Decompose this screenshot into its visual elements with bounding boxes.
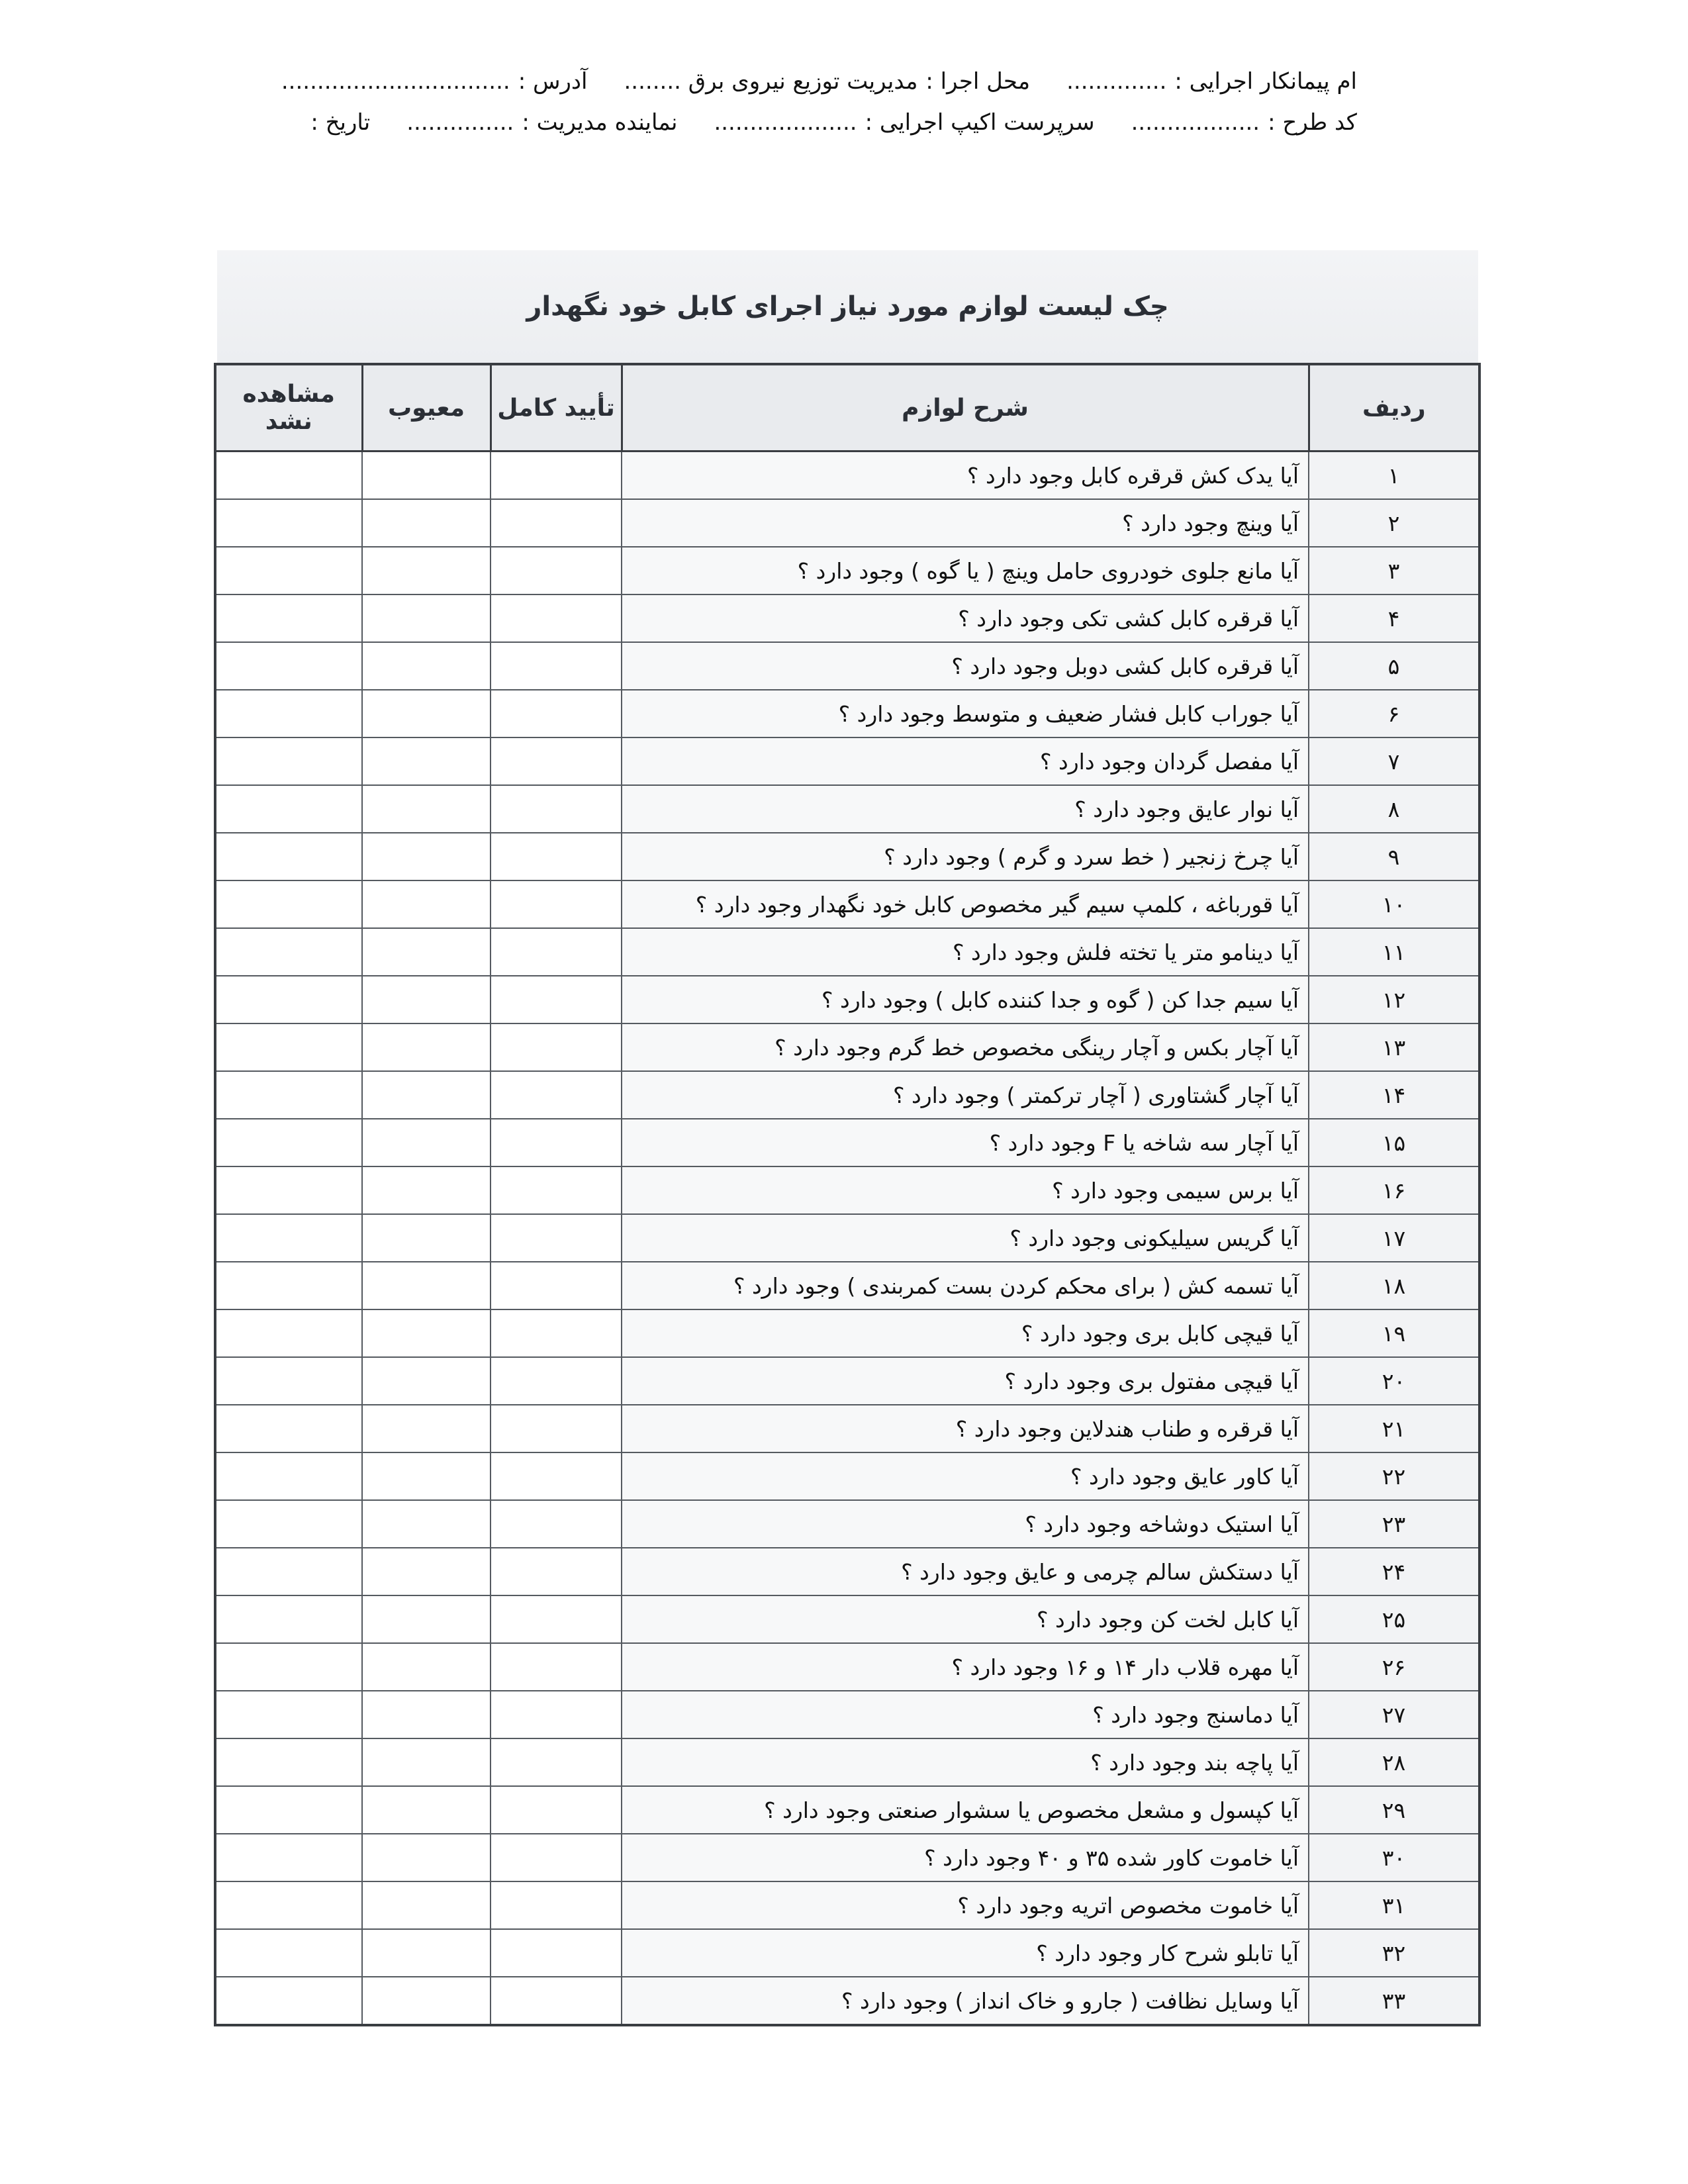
table-row	[215, 1929, 1479, 1977]
defective-check-cell[interactable]	[362, 547, 491, 594]
table-row	[215, 1786, 1479, 1834]
defective-check-cell[interactable]	[362, 1786, 491, 1834]
not-observed-check-cell[interactable]	[215, 1691, 362, 1738]
item-description: آیا دماسنج وجود دارد ؟	[622, 1691, 1309, 1738]
table-row	[215, 1166, 1479, 1214]
not-observed-check-cell[interactable]	[215, 880, 362, 928]
not-observed-check-cell[interactable]	[215, 928, 362, 976]
defective-check-cell[interactable]	[362, 642, 491, 690]
confirmed-check-cell[interactable]	[491, 1595, 622, 1643]
confirmed-check-cell[interactable]	[491, 1023, 622, 1071]
table-row	[215, 1214, 1479, 1262]
item-description: آیا چرخ زنجیر ( خط سرد و گرم ) وجود دارد ؟	[622, 833, 1309, 880]
not-observed-check-cell[interactable]	[215, 547, 362, 594]
row-number: ۱۳	[1309, 1023, 1479, 1071]
not-observed-check-cell[interactable]	[215, 1023, 362, 1071]
confirmed-check-cell[interactable]	[491, 1691, 622, 1738]
confirmed-check-cell[interactable]	[491, 1548, 622, 1595]
address-value[interactable]: ................................	[281, 68, 510, 95]
defective-check-cell[interactable]	[362, 737, 491, 785]
row-number: ۸	[1309, 785, 1479, 833]
defective-check-cell[interactable]	[362, 690, 491, 737]
row-number: ۱۷	[1309, 1214, 1479, 1262]
confirmed-check-cell[interactable]	[491, 1929, 622, 1977]
table-row	[215, 737, 1479, 785]
header-not-observed: مشاهده نشد	[215, 364, 362, 451]
not-observed-check-cell[interactable]	[215, 1500, 362, 1548]
title-band	[217, 250, 1478, 363]
table-row	[215, 642, 1479, 690]
defective-check-cell[interactable]	[362, 1834, 491, 1881]
defective-check-cell[interactable]	[362, 1023, 491, 1071]
not-observed-check-cell[interactable]	[215, 1309, 362, 1357]
confirmed-check-cell[interactable]	[491, 1500, 622, 1548]
item-description: آیا خاموت کاور شده ۳۵ و ۴۰ وجود دارد ؟	[622, 1834, 1309, 1881]
plan-code-label: کد طرح :	[1268, 109, 1357, 136]
table-header-row	[215, 364, 1479, 451]
not-observed-check-cell[interactable]	[215, 1643, 362, 1691]
defective-check-cell[interactable]	[362, 1357, 491, 1405]
row-number: ۲۷	[1309, 1691, 1479, 1738]
item-description: آیا دینامو متر یا تخته فلش وجود دارد ؟	[622, 928, 1309, 976]
table-row	[215, 1691, 1479, 1738]
confirmed-check-cell[interactable]	[491, 1881, 622, 1929]
table-row	[215, 1881, 1479, 1929]
table-row	[215, 594, 1479, 642]
row-number: ۲۱	[1309, 1405, 1479, 1452]
date-field[interactable]	[303, 102, 370, 143]
checklist-body	[215, 451, 1479, 2026]
not-observed-check-cell[interactable]	[215, 1452, 362, 1500]
item-description: آیا پاچه بند وجود دارد ؟	[622, 1738, 1309, 1786]
table-row	[215, 1405, 1479, 1452]
item-description: آیا گریس سیلیکونی وجود دارد ؟	[622, 1214, 1309, 1262]
form-header	[281, 61, 1357, 143]
table-row	[215, 785, 1479, 833]
item-description: آیا نوار عایق وجود دارد ؟	[622, 785, 1309, 833]
defective-check-cell[interactable]	[362, 1881, 491, 1929]
item-description: آیا قورباغه ، کلمپ سیم گیر مخصوص کابل خود نگهدار وجود دارد ؟	[622, 880, 1309, 928]
table-row	[215, 880, 1479, 928]
row-number: ۳۱	[1309, 1881, 1479, 1929]
defective-check-cell[interactable]	[362, 928, 491, 976]
management-rep-field[interactable]	[406, 102, 677, 143]
confirmed-check-cell[interactable]	[491, 594, 622, 642]
confirmed-check-cell[interactable]	[491, 1119, 622, 1166]
item-description: آیا کپسول و مشعل مخصوص یا سشوار صنعتی وجود دارد ؟	[622, 1786, 1309, 1834]
row-number: ۳۲	[1309, 1929, 1479, 1977]
not-observed-check-cell[interactable]	[215, 1929, 362, 1977]
defective-check-cell[interactable]	[362, 1166, 491, 1214]
row-number: ۹	[1309, 833, 1479, 880]
not-observed-check-cell[interactable]	[215, 1834, 362, 1881]
location-field[interactable]	[624, 61, 1030, 102]
table-row	[215, 1357, 1479, 1405]
header-row-number: ردیف	[1309, 364, 1479, 451]
item-description: آیا مفصل گردان وجود دارد ؟	[622, 737, 1309, 785]
address-label: آدرس :	[518, 68, 588, 95]
item-description: آیا قرقره کابل کشی دوبل وجود دارد ؟	[622, 642, 1309, 690]
item-description: آیا آچار سه شاخه یا F وجود دارد ؟	[622, 1119, 1309, 1166]
row-number: ۲۴	[1309, 1548, 1479, 1595]
confirmed-check-cell[interactable]	[491, 499, 622, 547]
defective-check-cell[interactable]	[362, 499, 491, 547]
defective-check-cell[interactable]	[362, 1214, 491, 1262]
table-row	[215, 1071, 1479, 1119]
not-observed-check-cell[interactable]	[215, 1214, 362, 1262]
confirmed-check-cell[interactable]	[491, 642, 622, 690]
table-row	[215, 1738, 1479, 1786]
defective-check-cell[interactable]	[362, 594, 491, 642]
table-row	[215, 499, 1479, 547]
plan-code-value[interactable]: ..................	[1131, 109, 1260, 136]
table-row	[215, 547, 1479, 594]
row-number: ۱۶	[1309, 1166, 1479, 1214]
not-observed-check-cell[interactable]	[215, 1119, 362, 1166]
row-number: ۱۵	[1309, 1119, 1479, 1166]
defective-check-cell[interactable]	[362, 833, 491, 880]
confirmed-check-cell[interactable]	[491, 928, 622, 976]
confirmed-check-cell[interactable]	[491, 547, 622, 594]
item-description: آیا استیک دوشاخه وجود دارد ؟	[622, 1500, 1309, 1548]
defective-check-cell[interactable]	[362, 1071, 491, 1119]
table-row	[215, 1548, 1479, 1595]
confirmed-check-cell[interactable]	[491, 1786, 622, 1834]
defective-check-cell[interactable]	[362, 1929, 491, 1977]
row-number: ۱۰	[1309, 880, 1479, 928]
header-confirmed: تأیید کامل	[491, 364, 622, 451]
confirmed-check-cell[interactable]	[491, 737, 622, 785]
table-row	[215, 1643, 1479, 1691]
confirmed-check-cell[interactable]	[491, 1643, 622, 1691]
confirmed-check-cell[interactable]	[491, 1738, 622, 1786]
item-description: آیا جوراب کابل فشار ضعیف و متوسط وجود دارد ؟	[622, 690, 1309, 737]
item-description: آیا تسمه کش ( برای محکم کردن بست کمربندی ) وجود دارد ؟	[622, 1262, 1309, 1309]
row-number: ۳۳	[1309, 1977, 1479, 2025]
management-rep-label: نماینده مدیریت :	[522, 109, 678, 136]
header-line-1	[281, 61, 1357, 102]
checklist-table	[214, 363, 1481, 2026]
row-number: ۲۳	[1309, 1500, 1479, 1548]
row-number: ۱	[1309, 451, 1479, 500]
table-row	[215, 1977, 1479, 2025]
confirmed-check-cell[interactable]	[491, 1166, 622, 1214]
not-observed-check-cell[interactable]	[215, 785, 362, 833]
table-row	[215, 976, 1479, 1023]
table-row	[215, 1500, 1479, 1548]
not-observed-check-cell[interactable]	[215, 976, 362, 1023]
row-number: ۱۹	[1309, 1309, 1479, 1357]
row-number: ۷	[1309, 737, 1479, 785]
location-label: محل اجرا :	[925, 68, 1031, 95]
confirmed-check-cell[interactable]	[491, 976, 622, 1023]
supervisor-value[interactable]: ....................	[714, 109, 857, 136]
header-line-2	[298, 102, 1357, 143]
address-field[interactable]	[281, 61, 588, 102]
confirmed-check-cell[interactable]	[491, 880, 622, 928]
item-description: آیا وسایل نظافت ( جارو و خاک انداز ) وجود دارد ؟	[622, 1977, 1309, 2025]
defective-check-cell[interactable]	[362, 976, 491, 1023]
not-observed-check-cell[interactable]	[215, 1166, 362, 1214]
not-observed-check-cell[interactable]	[215, 1262, 362, 1309]
row-number: ۵	[1309, 642, 1479, 690]
confirmed-check-cell[interactable]	[491, 1309, 622, 1357]
defective-check-cell[interactable]	[362, 1119, 491, 1166]
header-defective: معیوب	[362, 364, 491, 451]
table-row	[215, 1309, 1479, 1357]
defective-check-cell[interactable]	[362, 1548, 491, 1595]
item-description: آیا آچار بکس و آچار رینگی مخصوص خط گرم وجود دارد ؟	[622, 1023, 1309, 1071]
row-number: ۲۲	[1309, 1452, 1479, 1500]
defective-check-cell[interactable]	[362, 785, 491, 833]
item-description: آیا قرقره کابل کشی تکی وجود دارد ؟	[622, 594, 1309, 642]
item-description: آیا مهره قلاب دار ۱۴ و ۱۶ وجود دارد ؟	[622, 1643, 1309, 1691]
defective-check-cell[interactable]	[362, 880, 491, 928]
confirmed-check-cell[interactable]	[491, 1214, 622, 1262]
row-number: ۱۱	[1309, 928, 1479, 976]
not-observed-check-cell[interactable]	[215, 1405, 362, 1452]
not-observed-check-cell[interactable]	[215, 451, 362, 500]
confirmed-check-cell[interactable]	[491, 1357, 622, 1405]
defective-check-cell[interactable]	[362, 1262, 491, 1309]
item-description: آیا آچار گشتاوری ( آچار ترکمتر ) وجود دارد ؟	[622, 1071, 1309, 1119]
table-row	[215, 928, 1479, 976]
row-number: ۲۵	[1309, 1595, 1479, 1643]
not-observed-check-cell[interactable]	[215, 594, 362, 642]
item-description: آیا وینچ وجود دارد ؟	[622, 499, 1309, 547]
not-observed-check-cell[interactable]	[215, 1881, 362, 1929]
row-number: ۴	[1309, 594, 1479, 642]
item-description: آیا تابلو شرح کار وجود دارد ؟	[622, 1929, 1309, 1977]
table-row	[215, 1595, 1479, 1643]
table-row	[215, 1262, 1479, 1309]
not-observed-check-cell[interactable]	[215, 690, 362, 737]
confirmed-check-cell[interactable]	[491, 1834, 622, 1881]
defective-check-cell[interactable]	[362, 1452, 491, 1500]
not-observed-check-cell[interactable]	[215, 1071, 362, 1119]
item-description: آیا دستکش سالم چرمی و عایق وجود دارد ؟	[622, 1548, 1309, 1595]
table-row	[215, 451, 1479, 500]
confirmed-check-cell[interactable]	[491, 1071, 622, 1119]
item-description: آیا خاموت مخصوص اتریه وجود دارد ؟	[622, 1881, 1309, 1929]
item-description: آیا مانع جلوی خودروی حامل وینچ ( یا گوه ) وجود دارد ؟	[622, 547, 1309, 594]
defective-check-cell[interactable]	[362, 1977, 491, 2025]
defective-check-cell[interactable]	[362, 1595, 491, 1643]
defective-check-cell[interactable]	[362, 451, 491, 500]
location-value[interactable]: مدیریت توزیع نیروی برق ........	[624, 68, 918, 95]
item-description: آیا کابل لخت کن وجود دارد ؟	[622, 1595, 1309, 1643]
confirmed-check-cell[interactable]	[491, 1262, 622, 1309]
not-observed-check-cell[interactable]	[215, 1548, 362, 1595]
page-title: چک لیست لوازم مورد نیاز اجرای کابل خود نگهدار	[526, 291, 1169, 322]
header-description: شرح لوازم	[622, 364, 1309, 451]
table-row	[215, 1834, 1479, 1881]
table-row	[215, 690, 1479, 737]
not-observed-check-cell[interactable]	[215, 1595, 362, 1643]
row-number: ۲	[1309, 499, 1479, 547]
table-row	[215, 1119, 1479, 1166]
table-row	[215, 1023, 1479, 1071]
supervisor-field[interactable]	[714, 102, 1094, 143]
row-number: ۶	[1309, 690, 1479, 737]
not-observed-check-cell[interactable]	[215, 737, 362, 785]
supervisor-label: سرپرست اکیپ اجرایی :	[865, 109, 1095, 136]
confirmed-check-cell[interactable]	[491, 451, 622, 500]
confirmed-check-cell[interactable]	[491, 690, 622, 737]
item-description: آیا قرقره و طناب هندلاین وجود دارد ؟	[622, 1405, 1309, 1452]
plan-code-field[interactable]	[1131, 102, 1357, 143]
not-observed-check-cell[interactable]	[215, 833, 362, 880]
not-observed-check-cell[interactable]	[215, 1786, 362, 1834]
not-observed-check-cell[interactable]	[215, 499, 362, 547]
item-description: آیا یدک کش قرقره کابل وجود دارد ؟	[622, 451, 1309, 500]
row-number: ۱۸	[1309, 1262, 1479, 1309]
row-number: ۳	[1309, 547, 1479, 594]
not-observed-check-cell[interactable]	[215, 1357, 362, 1405]
management-rep-value[interactable]: ...............	[406, 109, 514, 136]
date-label: تاریخ :	[310, 109, 371, 136]
row-number: ۲۶	[1309, 1643, 1479, 1691]
contractor-field[interactable]	[1066, 61, 1357, 102]
contractor-value[interactable]: ..............	[1066, 68, 1167, 95]
table-row	[215, 833, 1479, 880]
item-description: آیا برس سیمی وجود دارد ؟	[622, 1166, 1309, 1214]
row-number: ۱۴	[1309, 1071, 1479, 1119]
defective-check-cell[interactable]	[362, 1309, 491, 1357]
table-row	[215, 1452, 1479, 1500]
row-number: ۲۹	[1309, 1786, 1479, 1834]
contractor-label: ام پیمانکار اجرایی :	[1174, 68, 1357, 95]
defective-check-cell[interactable]	[362, 1405, 491, 1452]
row-number: ۲۰	[1309, 1357, 1479, 1405]
item-description: آیا سیم جدا کن ( گوه و جدا کننده کابل ) وجود دارد ؟	[622, 976, 1309, 1023]
item-description: آیا قیچی کابل بری وجود دارد ؟	[622, 1309, 1309, 1357]
confirmed-check-cell[interactable]	[491, 1405, 622, 1452]
confirmed-check-cell[interactable]	[491, 833, 622, 880]
defective-check-cell[interactable]	[362, 1500, 491, 1548]
confirmed-check-cell[interactable]	[491, 1452, 622, 1500]
defective-check-cell[interactable]	[362, 1738, 491, 1786]
row-number: ۳۰	[1309, 1834, 1479, 1881]
row-number: ۲۸	[1309, 1738, 1479, 1786]
confirmed-check-cell[interactable]	[491, 785, 622, 833]
not-observed-check-cell[interactable]	[215, 642, 362, 690]
not-observed-check-cell[interactable]	[215, 1977, 362, 2025]
row-number: ۱۲	[1309, 976, 1479, 1023]
not-observed-check-cell[interactable]	[215, 1738, 362, 1786]
item-description: آیا قیچی مفتول بری وجود دارد ؟	[622, 1357, 1309, 1405]
item-description: آیا کاور عایق وجود دارد ؟	[622, 1452, 1309, 1500]
defective-check-cell[interactable]	[362, 1691, 491, 1738]
defective-check-cell[interactable]	[362, 1643, 491, 1691]
confirmed-check-cell[interactable]	[491, 1977, 622, 2025]
